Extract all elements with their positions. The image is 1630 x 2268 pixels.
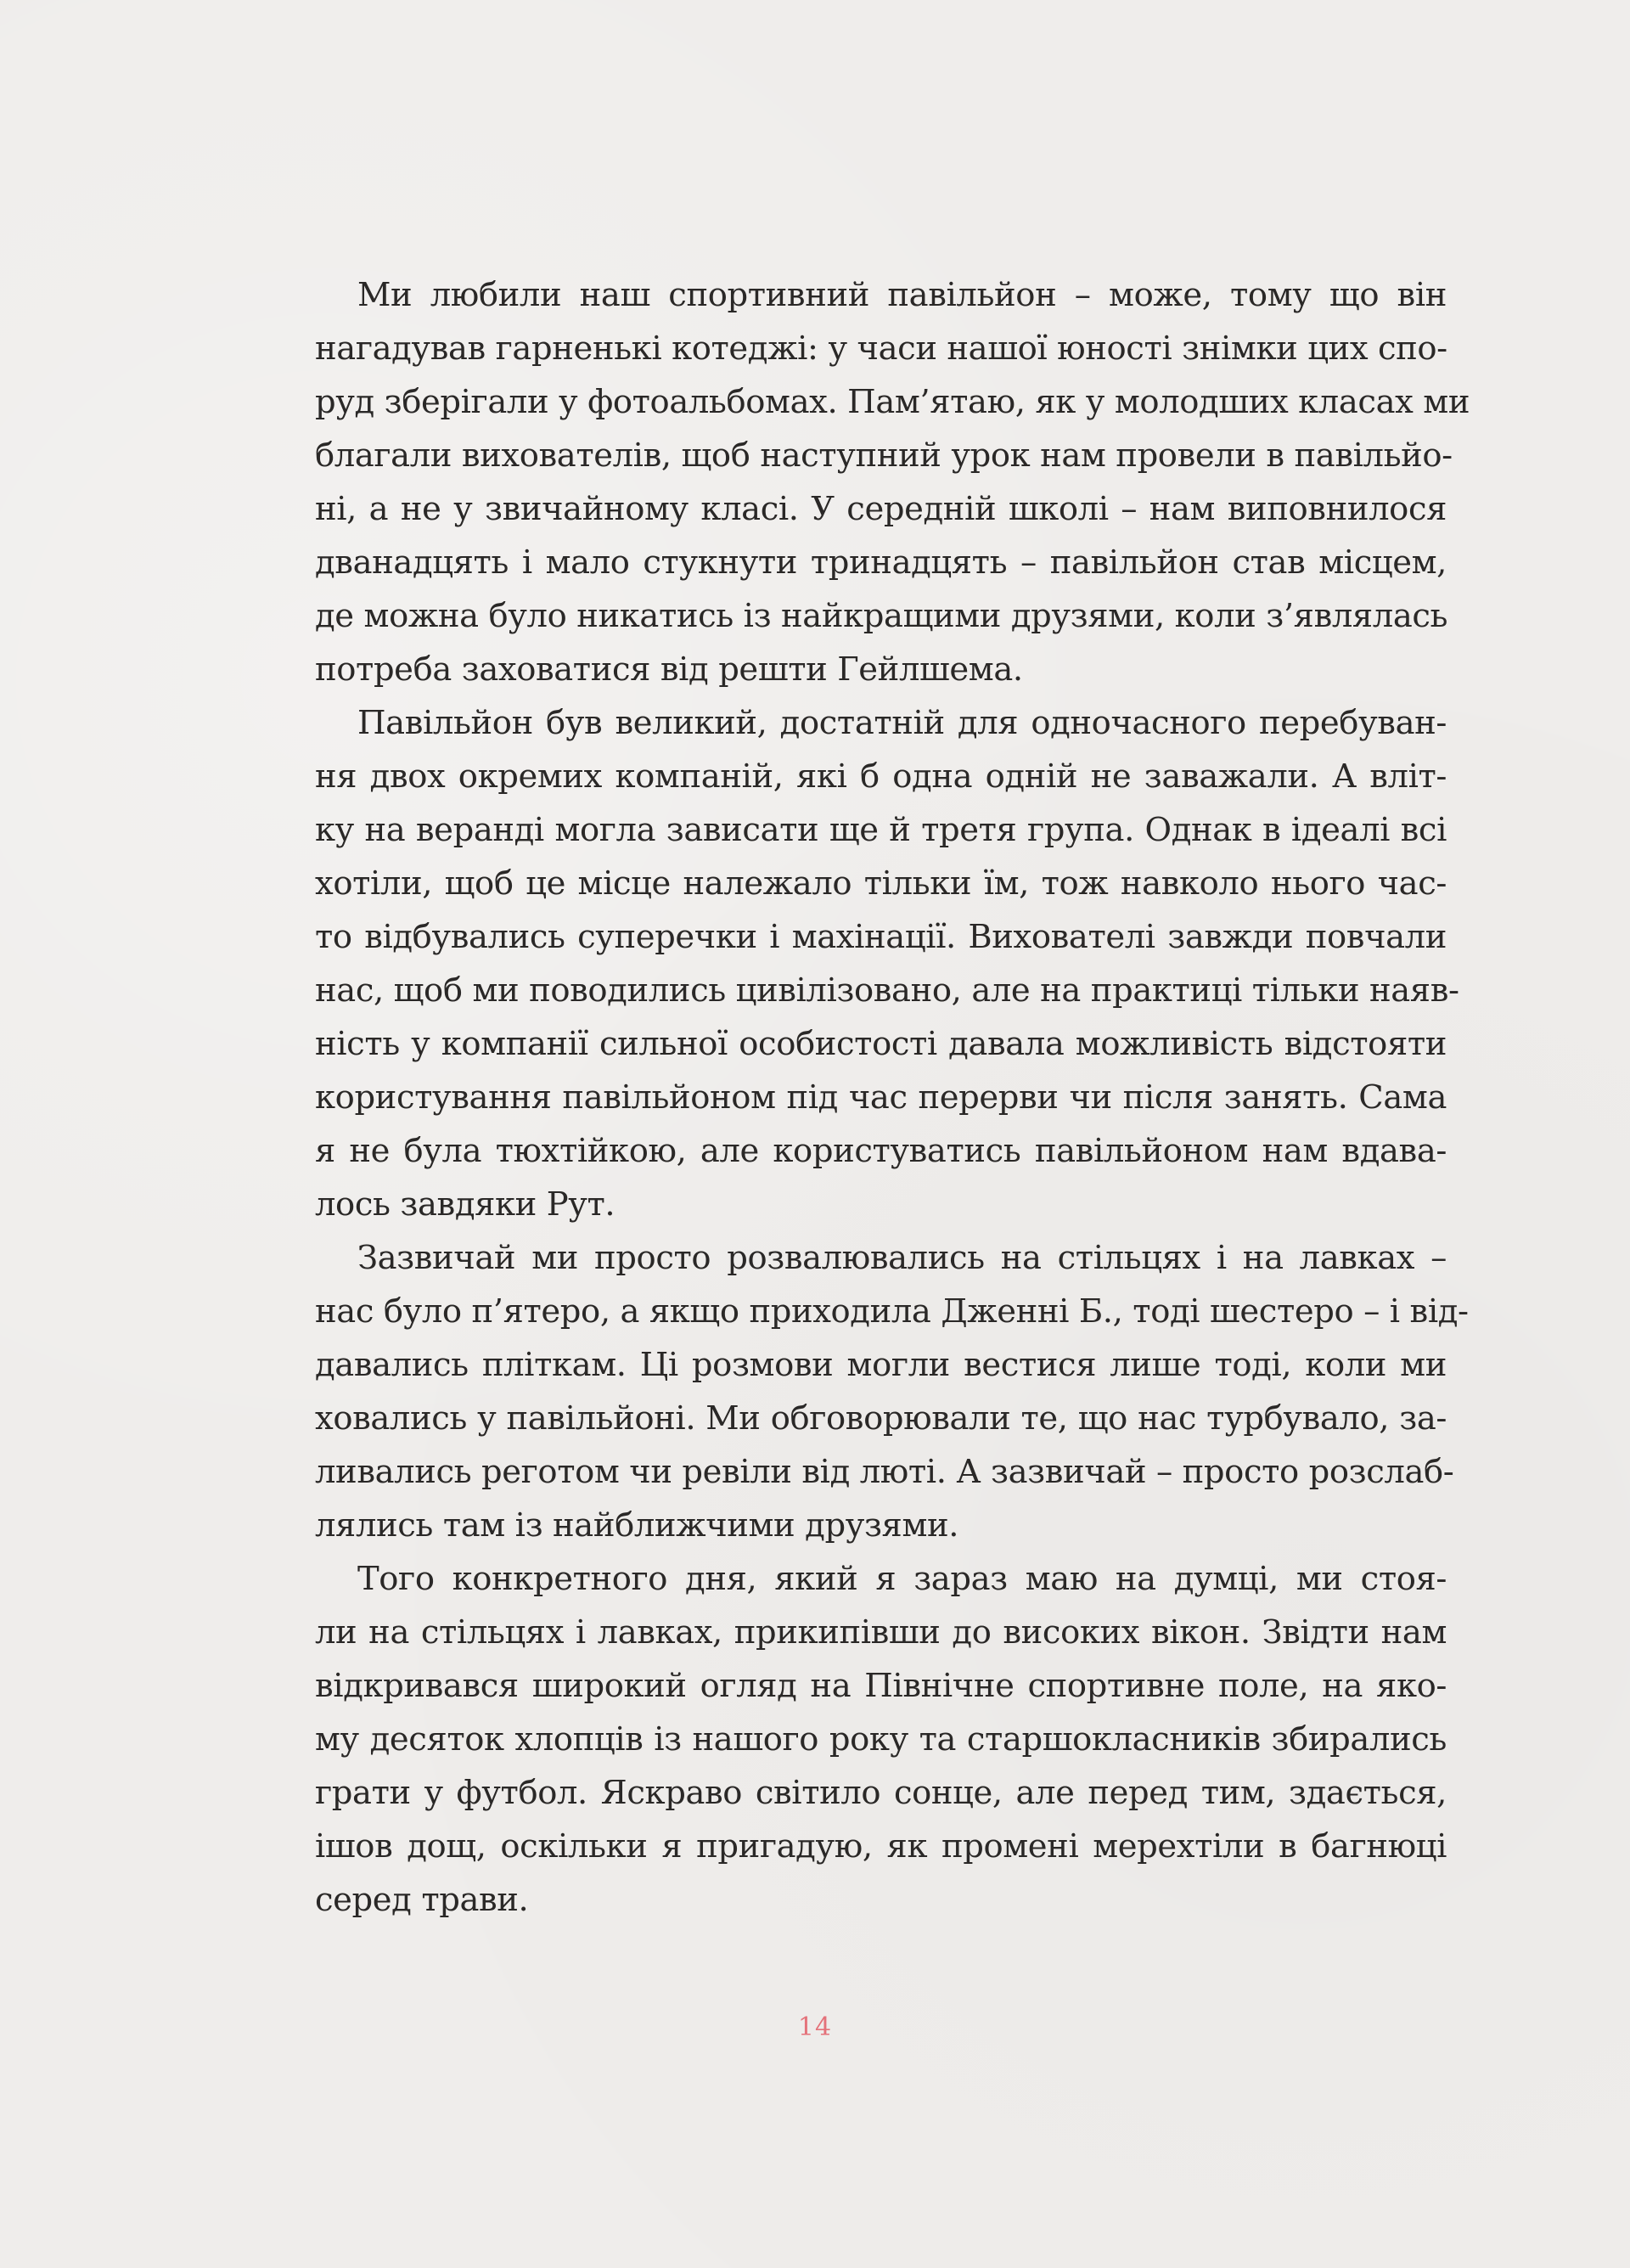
text-line: Зазвичай ми просто розвалювались на стільцях і на лавках – bbox=[357, 1239, 1447, 1277]
text-line: хотіли, щоб це місце належало тільки їм, тож навколо нього час- bbox=[315, 864, 1447, 903]
text-line: ня двох окремих компаній, які б одна одній не заважали. А вліт- bbox=[315, 757, 1447, 796]
text-line: ність у компанії сильної особистості давала можливість відстояти bbox=[315, 1025, 1447, 1063]
body-text bbox=[315, 268, 1470, 1927]
text-line: ку на веранді могла зависати ще й третя група. Однак в ідеалі всі bbox=[315, 811, 1447, 849]
text-line: відкривався широкий огляд на Північне спортивне поле, на яко- bbox=[315, 1667, 1447, 1705]
paragraph-1 bbox=[315, 268, 1470, 696]
text-line: Павільйон був великий, достатній для одночасного перебуван- bbox=[357, 704, 1447, 742]
text-line: ливались реготом чи ревіли від люті. А зазвичай – просто розслаб- bbox=[315, 1453, 1454, 1491]
text-line: ні, а не у звичайному класі. У середній школі – нам виповнилося bbox=[315, 490, 1447, 528]
paragraph-3 bbox=[315, 1231, 1469, 1552]
text-line: давались пліткам. Ці розмови могли вестися лише тоді, коли ми bbox=[315, 1346, 1447, 1384]
page-number: 14 bbox=[797, 2012, 833, 2042]
text-line: ли на стільцях і лавках, прикипівши до високих вікон. Звідти нам bbox=[315, 1613, 1447, 1652]
paragraph-4 bbox=[315, 1552, 1447, 1927]
text-line: нагадував гарненькі котеджі: у часи нашої юності знімки цих спо- bbox=[315, 329, 1447, 368]
paragraph-2 bbox=[315, 696, 1459, 1231]
text-line: грати у футбол. Яскраво світило сонце, але перед тим, здається, bbox=[315, 1774, 1447, 1812]
text-line: лось завдяки Рут. bbox=[315, 1185, 615, 1224]
text-line: ховались у павільйоні. Ми обговорювали те, що нас турбувало, за- bbox=[315, 1399, 1447, 1438]
text-line: Того конкретного дня, який я зараз маю на думці, ми стоя- bbox=[357, 1560, 1447, 1598]
text-line: я не була тюхтійкою, але користуватись павільйоном нам вдава- bbox=[315, 1132, 1447, 1170]
text-line: нас, щоб ми поводились цивілізовано, але на практиці тільки наяв- bbox=[315, 971, 1459, 1010]
text-line: лялись там із найближчими друзями. bbox=[315, 1506, 959, 1545]
text-line: му десяток хлопців із нашого року та старшокласників збирались bbox=[315, 1720, 1447, 1759]
text-line: ішов дощ, оскільки я пригадую, як промені мерехтіли в багнюці bbox=[315, 1827, 1447, 1866]
text-line: серед трави. bbox=[315, 1881, 529, 1919]
text-line: потреба заховатися від решти Гейлшема. bbox=[315, 650, 1023, 689]
text-line: руд зберігали у фотоальбомах. Пам’ятаю, як у молодших класах ми bbox=[315, 383, 1470, 421]
text-line: користування павільйоном під час перерви чи після занять. Сама bbox=[315, 1078, 1447, 1117]
text-line: нас було п’ятеро, а якщо приходила Дженні Б., тоді шестеро – і від- bbox=[315, 1292, 1469, 1331]
text-line: благали вихователів, щоб наступний урок нам провели в павільйо- bbox=[315, 436, 1453, 475]
text-line: де можна було никатись із найкращими друзями, коли з’являлась bbox=[315, 597, 1448, 635]
text-line: Ми любили наш спортивний павільйон – може, тому що він bbox=[357, 276, 1447, 314]
text-line: дванадцять і мало стукнути тринадцять – павільйон став місцем, bbox=[315, 543, 1447, 582]
text-line: то відбувались суперечки і махінації. Вихователі завжди повчали bbox=[315, 918, 1447, 956]
